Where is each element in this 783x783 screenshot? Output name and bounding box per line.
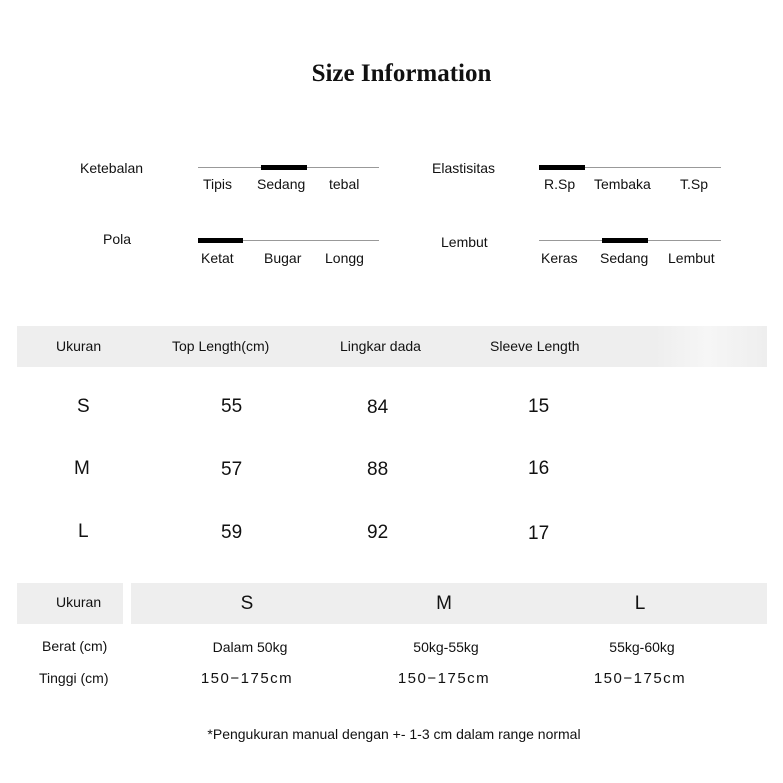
table-cell: 55kg-60kg [609, 639, 675, 655]
scale-option: Tipis [203, 176, 233, 192]
scale-option: R.Sp [544, 176, 576, 192]
size-header: M [436, 593, 452, 614]
table-cell: 150−175cm [593, 670, 687, 687]
page-title: Size Information [311, 60, 492, 87]
scale-option: Lembut [668, 250, 715, 266]
scale-option: T.Sp [680, 176, 709, 192]
table-cell: 17 [528, 523, 550, 544]
row-label: Tinggi (cm) [39, 670, 109, 686]
attr-label-elastisitas: Elastisitas [432, 160, 496, 176]
column-header: Sleeve Length [490, 338, 580, 354]
column-header: Ukuran [56, 594, 102, 610]
scale-indicator [261, 165, 307, 170]
table-cell: M [74, 458, 90, 479]
table-cell: 57 [221, 459, 243, 480]
table-cell: 50kg-55kg [413, 639, 479, 655]
footnote: *Pengukuran manual dengan +- 1-3 cm dalam range normal [207, 726, 581, 742]
scale-indicator [602, 238, 648, 243]
table-cell: 59 [221, 522, 243, 543]
scale-option: tebal [329, 176, 360, 192]
table-cell: S [77, 396, 90, 417]
table-cell: 16 [528, 458, 550, 479]
column-header: Ukuran [56, 338, 102, 354]
size-header: L [634, 593, 646, 614]
scale-option: Sedang [257, 176, 306, 192]
row-label: Berat (cm) [42, 638, 108, 654]
table-cell: 15 [528, 396, 550, 417]
scale-option: Sedang [600, 250, 649, 266]
table-cell: 84 [367, 397, 389, 418]
attr-label-ketebalan: Ketebalan [80, 160, 144, 176]
scale-indicator [198, 238, 243, 243]
table-cell: 55 [221, 396, 243, 417]
scale-option: Bugar [264, 250, 302, 266]
column-header: Top Length(cm) [172, 338, 270, 354]
scale-option: Tembaka [594, 176, 651, 192]
scale-option: Ketat [201, 250, 234, 266]
table-cell: 88 [367, 459, 389, 480]
scale-option: Keras [541, 250, 578, 266]
size-header: S [240, 593, 254, 614]
table-cell: Dalam 50kg [212, 639, 288, 655]
table-cell: L [78, 521, 89, 542]
attr-label-pola: Pola [103, 231, 132, 247]
scale-indicator [539, 165, 585, 170]
scale-option: Longg [325, 250, 364, 266]
table-cell: 92 [367, 522, 389, 543]
table-cell: 150−175cm [200, 670, 294, 687]
table-cell: 150−175cm [397, 670, 491, 687]
attr-label-lembut: Lembut [441, 234, 488, 250]
column-header: Lingkar dada [340, 338, 421, 354]
